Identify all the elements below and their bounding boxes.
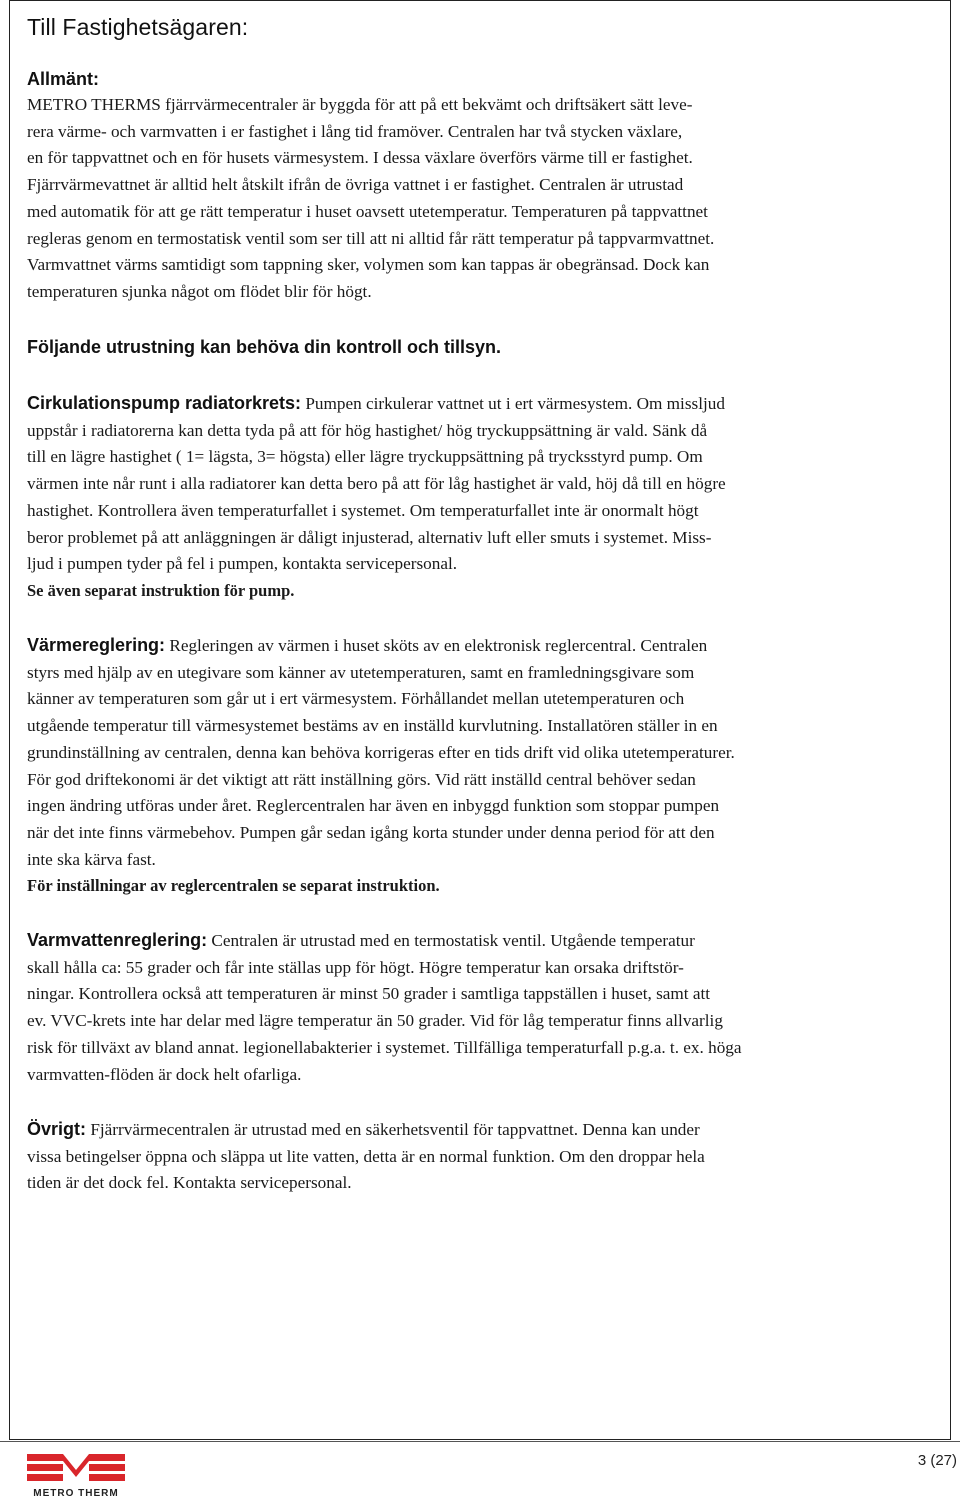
page-number: 3 (27) [917, 1452, 957, 1469]
section-line: uppstår i radiatorerna kan detta tyda på att för hög hastighet/ hög tryckuppsättning är vald. Sänk då [27, 420, 708, 440]
section-line: temperaturen sjunka något om flödet blir för högt. [27, 281, 372, 301]
footer-divider [0, 1441, 960, 1442]
section-line: Varmvattnet värms samtidigt som tappning sker, volymen som kan tappas är obegränsad. Dock kan [27, 255, 710, 275]
section-line: ev. VVC-krets inte har delar med lägre temperatur än 50 grader. Vid för låg temperatur finns allvarlig [27, 1011, 723, 1031]
section-line: Pumpen cirkulerar vattnet ut i ert värmesystem. Om missljud [301, 394, 725, 413]
section-line: värmen inte når runt i alla radiatorer kan detta bero på att för låg hastighet är vald, höj då till en högre [27, 474, 726, 494]
section-line: vissa betingelser öppna och släppa ut lite vatten, detta är en normal funktion. Om den droppar hela [27, 1146, 705, 1166]
section-line: utgående temperatur till värmesystemet bestäms av en inställd kurvlutning. Installatören ställer in en [27, 716, 718, 736]
section-line: Regleringen av värmen i huset sköts av en elektronisk reglercentral. Centralen [165, 636, 708, 655]
section-line: ljud i pumpen tyder på fel i pumpen, kontakta servicepersonal. [27, 554, 458, 574]
section-line: styrs med hjälp av en utegivare som känner av utetemperaturen, samt en framledningsgivare som [27, 662, 695, 682]
section-heat-regulation [27, 632, 927, 900]
section-line: För god driftekonomi är det viktigt att rätt inställning görs. Vid rätt inställd central behöver sedan [27, 769, 696, 789]
section-line: regleras genom en termostatisk ventil som ser till att ni alltid får rätt temperatur på tappvarmvattnet. [27, 228, 715, 248]
page-title: Till Fastighetsägaren: [27, 14, 249, 40]
section-line: rera värme- och varmvatten i er fastighet i lång tid framöver. Centralen har två stycken växlare, [27, 121, 683, 141]
section-line: när det inte finns värmebehov. Pumpen går sedan igång korta stunder under denna period för att den [27, 822, 715, 842]
section-line: till en lägre hastighet ( 1= lägsta, 3= högsta) eller lägre tryckuppsättning på trycksstyrd pump. Om [27, 447, 703, 467]
section-note: För inställningar av reglercentralen se separat instruktion. [27, 876, 440, 896]
section-line: METRO THERMS fjärrvärmecentraler är byggda för att på ett bekvämt och driftsäkert sätt leve- [27, 95, 693, 114]
section-line: hastighet. Kontrollera även temperaturfallet i systemet. Om temperaturfallet inte är onormalt högt [27, 500, 699, 520]
section-heading: Värmereglering: [27, 635, 166, 655]
section-heading: Varmvattenreglering: [27, 930, 208, 950]
section-line: med automatik för att ge rätt temperatur i huset oavsett utetemperatur. Temperaturen på tappvattnet [27, 201, 708, 221]
section-line: risk för tillväxt av bland annat. legionellabakterier i systemet. Tillfälliga temperaturfall p.g.a. t. ex. höga [27, 1037, 742, 1057]
section-heading: Allmänt: [27, 69, 99, 89]
section-heading: Cirkulationspump radiatorkrets: [27, 393, 302, 413]
section-line: ningar. Kontrollera också att temperaturen är minst 50 grader i samtliga tappställen i huset, samt att [27, 984, 711, 1004]
section-circulation-pump [27, 390, 927, 605]
section-line: en för tappvattnet och en för husets värmesystem. I dessa växlare överförs värme till er fastighet. [27, 148, 693, 168]
section-line: Centralen är utrustad med en termostatisk ventil. Utgående temperatur [207, 931, 695, 950]
section-line: Fjärrvärmevattnet är alltid helt åtskilt ifrån de övriga vattnet i er fastighet. Centralen är utrustad [27, 175, 684, 195]
equipment-heading: Följande utrustning kan behöva din kontroll och tillsyn. [27, 337, 502, 357]
section-other [27, 1116, 927, 1197]
section-line: grundinställning av centralen, denna kan behöva korrigeras efter en tids drift vid olika utetemperaturer. [27, 742, 735, 762]
section-hot-water-regulation [27, 927, 927, 1088]
section-line: känner av temperaturen som går ut i ert värmesystem. Förhållandet mellan utetemperaturen och [27, 689, 685, 709]
metro-therm-logo [27, 1452, 125, 1498]
section-line: beror problemet på att anläggningen är dåligt injusterad, alternativ luft eller smuts i systemet. Miss- [27, 527, 712, 547]
section-line: skall hålla ca: 55 grader och får inte ställas upp för högt. Högre temperatur kan orsaka driftstör- [27, 957, 684, 977]
section-line: varmvatten-flöden är dock helt ofarliga. [27, 1064, 302, 1084]
section-line: ingen ändring utföras under året. Reglercentralen har även en inbyggd funktion som stoppar pumpen [27, 796, 720, 816]
section-line: Fjärrvärmecentralen är utrustad med en säkerhetsventil för tappvattnet. Denna kan under [86, 1120, 700, 1139]
section-line: tiden är det dock fel. Kontakta servicepersonal. [27, 1173, 352, 1193]
section-line: inte ska kärva fast. [27, 849, 156, 869]
section-general [27, 66, 927, 306]
logo-text: METRO THERM [33, 1488, 119, 1498]
section-heading: Övrigt: [27, 1119, 87, 1139]
section-note: Se även separat instruktion för pump. [27, 580, 295, 600]
